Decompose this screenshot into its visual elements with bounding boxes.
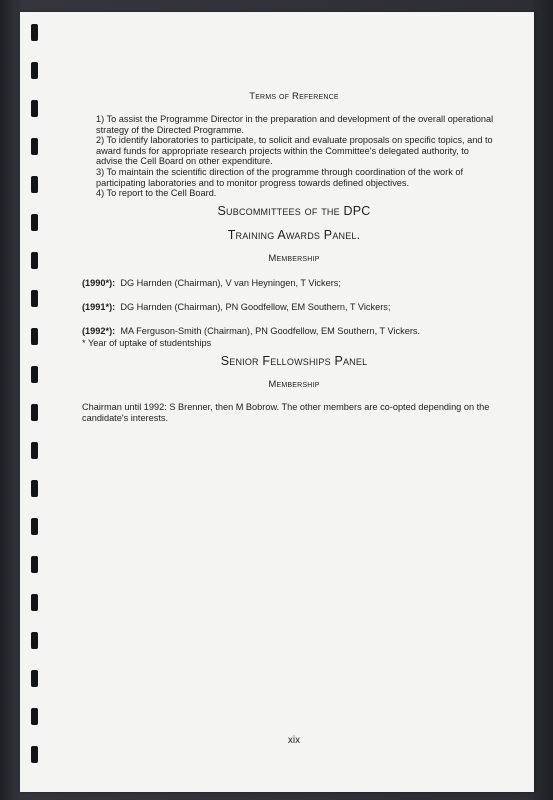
document-page: [20, 12, 534, 792]
binding-hole: [31, 404, 38, 421]
membership-year: (1990*):: [82, 278, 116, 288]
membership-members: DG Harnden (Chairman), V van Heyningen, T Vickers;: [120, 278, 341, 288]
membership-entry: [82, 302, 502, 313]
fellowships-panel-heading: Senior Fellowships Panel: [220, 354, 368, 368]
membership-year: (1991*):: [82, 302, 116, 312]
terms-item: 2) To identify laboratories to participate, to solicit and evaluate proposals on specific topics, and to award funds for appropriate research projects within the Committee's delegated authority, to advise the Cell Board on other expenditure.: [96, 135, 493, 167]
binding-hole: [31, 138, 38, 155]
training-footnote: * Year of uptake of studentships: [82, 338, 212, 348]
binding-hole: [31, 328, 38, 345]
binding-hole: [31, 100, 38, 117]
binding-hole: [31, 632, 38, 649]
membership-members: MA Ferguson-Smith (Chairman), PN Goodfellow, EM Southern, T Vickers.: [120, 326, 421, 336]
binding-hole: [31, 62, 38, 79]
terms-item: 1) To assist the Programme Director in the preparation and development of the overall operational strategy of the Directed Programme.: [96, 114, 494, 135]
terms-item: 4) To report to the Cell Board.: [96, 188, 217, 199]
fellowships-membership-label: Membership: [268, 379, 320, 390]
fellowships-text: Chairman until 1992: S Brenner, then M Bobrow. The other members are co-opted depending on the candidate's interests.: [82, 402, 490, 423]
training-membership-label: Membership: [268, 253, 320, 264]
binding-hole: [31, 252, 38, 269]
binding-hole: [31, 480, 38, 497]
membership-members: DG Harnden (Chairman), PN Goodfellow, EM Southern, T Vickers;: [120, 302, 391, 312]
training-panel-heading: Training Awards Panel.: [227, 228, 361, 242]
page-number: xix: [287, 735, 301, 746]
binding-hole: [31, 670, 38, 687]
scan-edge: [533, 0, 553, 800]
terms-list: [96, 114, 496, 199]
binding-hole: [31, 708, 38, 725]
binding-hole: [31, 518, 38, 535]
binding-hole: [31, 594, 38, 611]
membership-entry: [82, 326, 502, 337]
membership-entry: [82, 278, 502, 289]
binding-hole: [31, 214, 38, 231]
binding-hole: [31, 556, 38, 573]
terms-item: 3) To maintain the scientific direction of the programme through coordination of the work of participating laboratories and to monitor progress towards defined objectives.: [96, 166, 464, 188]
binding-hole: [31, 290, 38, 307]
binding-hole: [31, 746, 38, 763]
binding-hole: [31, 24, 38, 41]
binding-hole: [31, 442, 38, 459]
terms-heading: Terms of Reference: [249, 91, 339, 102]
subcommittees-heading: Subcommittees of the DPC: [217, 204, 371, 218]
binding-hole: [31, 366, 38, 383]
membership-year: (1992*):: [82, 326, 116, 336]
binding-hole: [31, 176, 38, 193]
